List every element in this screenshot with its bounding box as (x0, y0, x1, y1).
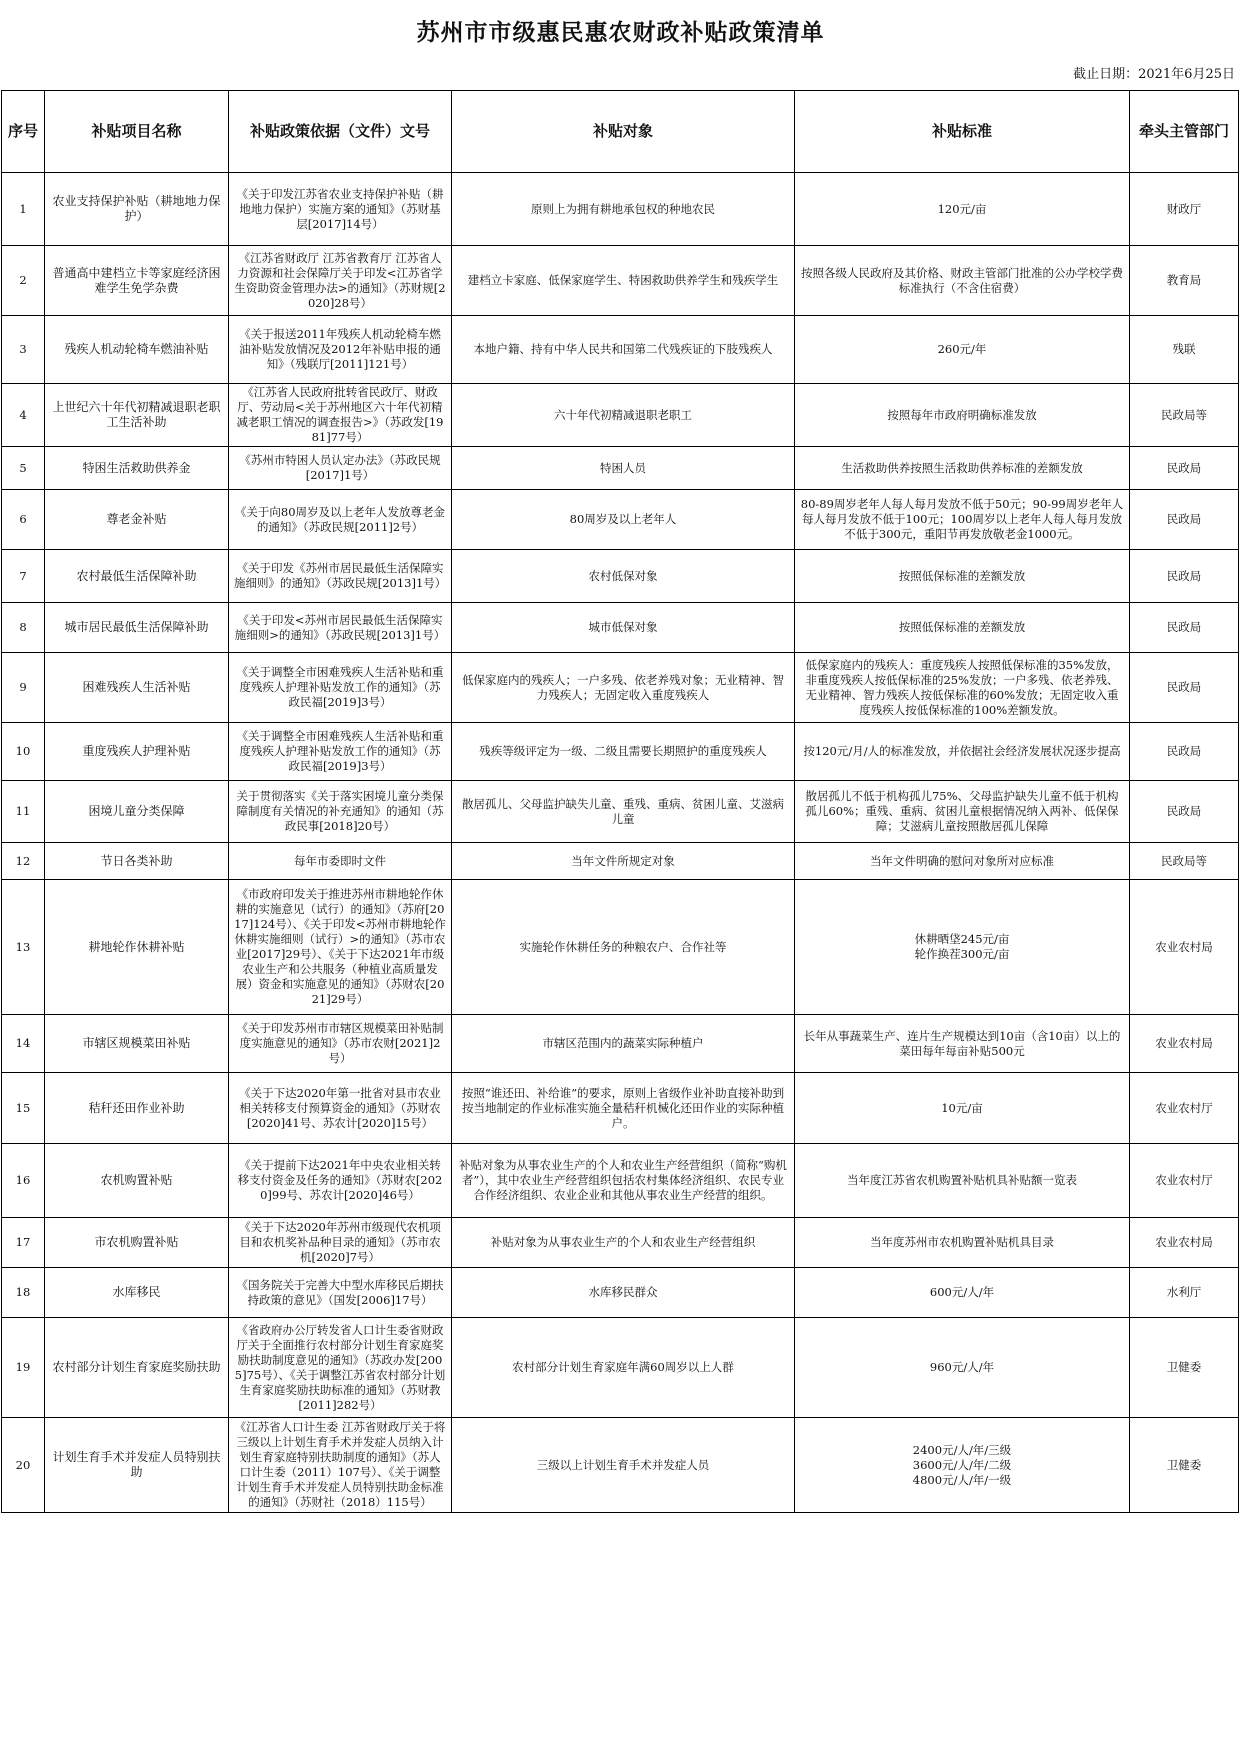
cell-standard: 120元/亩 (795, 173, 1130, 246)
cell-standard: 按照低保标准的差额发放 (795, 603, 1130, 653)
cell-dept: 民政局 (1130, 653, 1239, 723)
cell-name: 市农机购置补贴 (45, 1218, 229, 1268)
cell-basis: 《关于印发苏州市市辖区规模菜田补贴制度实施意见的通知》（苏市农财[2021]2号） (229, 1015, 452, 1073)
cell-standard: 2400元/人/年/三级 3600元/人/年/二级 4800元/人/年/一级 (795, 1418, 1130, 1513)
cell-dept: 民政局 (1130, 723, 1239, 781)
cell-standard: 当年度苏州市农机购置补贴机具目录 (795, 1218, 1130, 1268)
cell-target: 按照“谁还田、补给谁”的要求，原则上省级作业补助直接补助到按当地制定的作业标准实施全量秸秆机械化还田作业的实际种植户。 (452, 1073, 795, 1144)
cell-no: 1 (2, 173, 45, 246)
table-row (2, 490, 1239, 550)
table-row (2, 1015, 1239, 1073)
cell-standard: 960元/人/年 (795, 1318, 1130, 1418)
cell-name: 上世纪六十年代初精减退职老职工生活补助 (45, 384, 229, 447)
cell-name: 节日各类补助 (45, 843, 229, 880)
cell-no: 10 (2, 723, 45, 781)
table-row (2, 781, 1239, 843)
cell-basis: 《关于向80周岁及以上老年人发放尊老金的通知》（苏政民规[2011]2号） (229, 490, 452, 550)
table-row (2, 1418, 1239, 1513)
cell-no: 5 (2, 447, 45, 490)
cell-name: 市辖区规模菜田补贴 (45, 1015, 229, 1073)
cell-basis: 《江苏省人口计生委 江苏省财政厅关于将三级以上计划生育手术并发症人员纳入计划生育家庭特别扶助制度的通知》（苏人口计生委（2011）107号）、《关于调整计划生育手术并发症人员特别扶助金标准的通知》（苏财社（2018）115号） (229, 1418, 452, 1513)
header-name: 补贴项目名称 (45, 91, 229, 173)
table-row (2, 843, 1239, 880)
cell-name: 城市居民最低生活保障补助 (45, 603, 229, 653)
cell-dept: 残联 (1130, 316, 1239, 384)
cell-standard: 当年度江苏省农机购置补贴机具补贴额一览表 (795, 1144, 1130, 1218)
cell-basis: 《关于印发《苏州市居民最低生活保障实施细则》的通知》（苏政民规[2013]1号） (229, 550, 452, 603)
cell-dept: 民政局 (1130, 781, 1239, 843)
cell-target: 当年文件所规定对象 (452, 843, 795, 880)
cell-basis: 《江苏省财政厅 江苏省教育厅 江苏省人力资源和社会保障厅关于印发<江苏省学生资助资金管理办法>的通知》（苏财规[2020]28号） (229, 246, 452, 316)
table-row (2, 1073, 1239, 1144)
cell-no: 17 (2, 1218, 45, 1268)
cell-basis: 《关于印发<苏州市居民最低生活保障实施细则>的通知》（苏政民规[2013]1号） (229, 603, 452, 653)
cell-no: 18 (2, 1268, 45, 1318)
cell-basis: 《江苏省人民政府批转省民政厅、财政厅、劳动局<关于苏州地区六十年代初精减老职工情况的调查报告>》（苏政发[1981]77号） (229, 384, 452, 447)
cell-no: 20 (2, 1418, 45, 1513)
table-row (2, 1318, 1239, 1418)
cell-basis: 《关于下达2020年苏州市级现代农机项目和农机奖补品种目录的通知》（苏市农机[2020]7号） (229, 1218, 452, 1268)
cell-no: 14 (2, 1015, 45, 1073)
cell-target: 建档立卡家庭、低保家庭学生、特困救助供养学生和残疾学生 (452, 246, 795, 316)
policy-table (1, 90, 1239, 1513)
cell-name: 困难残疾人生活补贴 (45, 653, 229, 723)
cell-basis: 《关于印发江苏省农业支持保护补贴（耕地地力保护）实施方案的通知》（苏财基层[2017]14号） (229, 173, 452, 246)
cell-basis: 《市政府印发关于推进苏州市耕地轮作休耕的实施意见（试行）的通知》（苏府[2017]124号）、《关于印发<苏州市耕地轮作休耕实施细则（试行）>的通知》（苏市农业[2017]29号）、《关于下达2021年市级农业生产和公共服务（种植业高质量发展）资金和实施意见的通知》（苏财农[2021]29号） (229, 880, 452, 1015)
page-title: 苏州市市级惠民惠农财政补贴政策清单 (416, 20, 825, 46)
cell-no: 15 (2, 1073, 45, 1144)
cell-basis: 《国务院关于完善大中型水库移民后期扶持政策的意见》（国发[2006]17号） (229, 1268, 452, 1318)
cell-no: 9 (2, 653, 45, 723)
table-row (2, 447, 1239, 490)
cell-no: 19 (2, 1318, 45, 1418)
cell-standard: 按照各级人民政府及其价格、财政主管部门批准的公办学校学费标准执行（不含住宿费） (795, 246, 1130, 316)
cell-name: 秸秆还田作业补助 (45, 1073, 229, 1144)
cell-dept: 水利厅 (1130, 1268, 1239, 1318)
cell-dept: 卫健委 (1130, 1318, 1239, 1418)
cell-dept: 民政局 (1130, 447, 1239, 490)
cell-standard: 当年文件明确的慰问对象所对应标准 (795, 843, 1130, 880)
cell-standard: 低保家庭内的残疾人：重度残疾人按照低保标准的35%发放，非重度残疾人按低保标准的25%发放；一户多残、依老养残、无业精神、智力残疾人按低保标准的60%发放；无固定收入重度残疾人按低保标准的100%差额发放。 (795, 653, 1130, 723)
cell-dept: 教育局 (1130, 246, 1239, 316)
cell-dept: 卫健委 (1130, 1418, 1239, 1513)
cell-target: 城市低保对象 (452, 603, 795, 653)
cell-target: 80周岁及以上老年人 (452, 490, 795, 550)
cell-name: 特困生活救助供养金 (45, 447, 229, 490)
cell-name: 困境儿童分类保障 (45, 781, 229, 843)
cell-basis: 每年市委即时文件 (229, 843, 452, 880)
cell-basis: 《苏州市特困人员认定办法》（苏政民规[2017]1号） (229, 447, 452, 490)
cell-standard: 80-89周岁老年人每人每月发放不低于50元；90-99周岁老年人每人每月发放不低于100元；100周岁以上老年人每人每月发放不低于300元，重阳节再发放敬老金1000元。 (795, 490, 1130, 550)
cell-target: 原则上为拥有耕地承包权的种地农民 (452, 173, 795, 246)
cell-name: 重度残疾人护理补贴 (45, 723, 229, 781)
cell-dept: 民政局 (1130, 550, 1239, 603)
cell-standard: 260元/年 (795, 316, 1130, 384)
cell-name: 尊老金补贴 (45, 490, 229, 550)
cell-dept: 民政局 (1130, 490, 1239, 550)
cell-target: 农村部分计划生育家庭年满60周岁以上人群 (452, 1318, 795, 1418)
cell-target: 农村低保对象 (452, 550, 795, 603)
table-body (2, 173, 1239, 1513)
cell-basis: 关于贯彻落实《关于落实困境儿童分类保障制度有关情况的补充通知》的通知（苏政民事[2018]20号） (229, 781, 452, 843)
cell-name: 农村部分计划生育家庭奖励扶助 (45, 1318, 229, 1418)
cell-dept: 民政局 (1130, 603, 1239, 653)
cell-name: 农机购置补贴 (45, 1144, 229, 1218)
header-dept: 牵头主管部门 (1130, 91, 1239, 173)
cell-dept: 农业农村厅 (1130, 1073, 1239, 1144)
cell-no: 4 (2, 384, 45, 447)
cell-standard: 生活救助供养按照生活救助供养标准的差额发放 (795, 447, 1130, 490)
cell-target: 水库移民群众 (452, 1268, 795, 1318)
table-row (2, 384, 1239, 447)
cell-dept: 农业农村厅 (1130, 1144, 1239, 1218)
cell-dept: 民政局等 (1130, 843, 1239, 880)
cell-name: 农村最低生活保障补助 (45, 550, 229, 603)
cell-target: 补贴对象为从事农业生产的个人和农业生产经营组织 (452, 1218, 795, 1268)
cell-no: 12 (2, 843, 45, 880)
table-row (2, 880, 1239, 1015)
cell-target: 三级以上计划生育手术并发症人员 (452, 1418, 795, 1513)
cell-standard: 长年从事蔬菜生产、连片生产规模达到10亩（含10亩）以上的菜田每年每亩补贴500元 (795, 1015, 1130, 1073)
table-row (2, 1218, 1239, 1268)
table-row (2, 723, 1239, 781)
header-standard: 补贴标准 (795, 91, 1130, 173)
cell-target: 六十年代初精减退职老职工 (452, 384, 795, 447)
cell-standard: 休耕晒垡245元/亩 轮作换茬300元/亩 (795, 880, 1130, 1015)
cell-target: 低保家庭内的残疾人；一户多残、依老养残对象；无业精神、智力残疾人；无固定收入重度残疾人 (452, 653, 795, 723)
header-no: 序号 (2, 91, 45, 173)
cell-standard: 按照每年市政府明确标准发放 (795, 384, 1130, 447)
cell-no: 16 (2, 1144, 45, 1218)
cell-no: 6 (2, 490, 45, 550)
cell-dept: 财政厅 (1130, 173, 1239, 246)
table-row (2, 1268, 1239, 1318)
header-target: 补贴对象 (452, 91, 795, 173)
table-row (2, 653, 1239, 723)
table-header-row (2, 91, 1239, 173)
cell-standard: 按照低保标准的差额发放 (795, 550, 1130, 603)
cell-target: 本地户籍、持有中华人民共和国第二代残疾证的下肢残疾人 (452, 316, 795, 384)
cell-name: 残疾人机动轮椅车燃油补贴 (45, 316, 229, 384)
cell-basis: 《关于调整全市困难残疾人生活补贴和重度残疾人护理补贴发放工作的通知》（苏政民福[2019]3号） (229, 653, 452, 723)
cell-dept: 农业农村局 (1130, 880, 1239, 1015)
cell-standard: 600元/人/年 (795, 1268, 1130, 1318)
cell-basis: 《关于提前下达2021年中央农业相关转移支付资金及任务的通知》（苏财农[2020]99号、苏农计[2020]46号） (229, 1144, 452, 1218)
cell-name: 水库移民 (45, 1268, 229, 1318)
cell-name: 耕地轮作休耕补贴 (45, 880, 229, 1015)
cutoff-date: 截止日期：2021年6月25日 (1073, 67, 1235, 82)
cell-target: 市辖区范围内的蔬菜实际种植户 (452, 1015, 795, 1073)
cell-no: 8 (2, 603, 45, 653)
cell-dept: 农业农村局 (1130, 1015, 1239, 1073)
table-row (2, 603, 1239, 653)
cell-basis: 《关于调整全市困难残疾人生活补贴和重度残疾人护理补贴发放工作的通知》（苏政民福[2019]3号） (229, 723, 452, 781)
cell-basis: 《省政府办公厅转发省人口计生委省财政厅关于全面推行农村部分计划生育家庭奖励扶助制度意见的通知》（苏政办发[2005]75号）、《关于调整江苏省农村部分计划生育家庭奖励扶助标准的通知》（苏财教[2011]282号） (229, 1318, 452, 1418)
table-row (2, 246, 1239, 316)
cell-name: 农业支持保护补贴（耕地地力保护） (45, 173, 229, 246)
cell-basis: 《关于下达2020年第一批省对县市农业相关转移支付预算资金的通知》（苏财农[2020]41号、苏农计[2020]15号） (229, 1073, 452, 1144)
cell-name: 计划生育手术并发症人员特别扶助 (45, 1418, 229, 1513)
cell-target: 补贴对象为从事农业生产的个人和农业生产经营组织（简称“购机者”），其中农业生产经营组织包括农村集体经济组织、农民专业合作经济组织、农业企业和其他从事农业生产经营的组织。 (452, 1144, 795, 1218)
cell-no: 2 (2, 246, 45, 316)
cell-standard: 10元/亩 (795, 1073, 1130, 1144)
table-row (2, 316, 1239, 384)
table-row (2, 1144, 1239, 1218)
cell-target: 特困人员 (452, 447, 795, 490)
cell-target: 残疾等级评定为一级、二级且需要长期照护的重度残疾人 (452, 723, 795, 781)
cell-dept: 农业农村局 (1130, 1218, 1239, 1268)
cell-standard: 散居孤儿不低于机构孤儿75%、父母监护缺失儿童不低于机构孤儿60%；重残、重病、贫困儿童根据情况纳入两补、低保保障；艾滋病儿童按照散居孤儿保障 (795, 781, 1130, 843)
cell-name: 普通高中建档立卡等家庭经济困难学生免学杂费 (45, 246, 229, 316)
cell-standard: 按120元/月/人的标准发放，并依据社会经济发展状况逐步提高 (795, 723, 1130, 781)
cell-no: 11 (2, 781, 45, 843)
table-row (2, 173, 1239, 246)
cell-basis: 《关于报送2011年残疾人机动轮椅车燃油补贴发放情况及2012年补贴申报的通知》（残联厅[2011]121号） (229, 316, 452, 384)
cell-no: 13 (2, 880, 45, 1015)
cell-no: 3 (2, 316, 45, 384)
cell-target: 实施轮作休耕任务的种粮农户、合作社等 (452, 880, 795, 1015)
cell-no: 7 (2, 550, 45, 603)
header-basis: 补贴政策依据（文件）文号 (229, 91, 452, 173)
table-row (2, 550, 1239, 603)
cell-target: 散居孤儿、父母监护缺失儿童、重残、重病、贫困儿童、艾滋病儿童 (452, 781, 795, 843)
cell-dept: 民政局等 (1130, 384, 1239, 447)
